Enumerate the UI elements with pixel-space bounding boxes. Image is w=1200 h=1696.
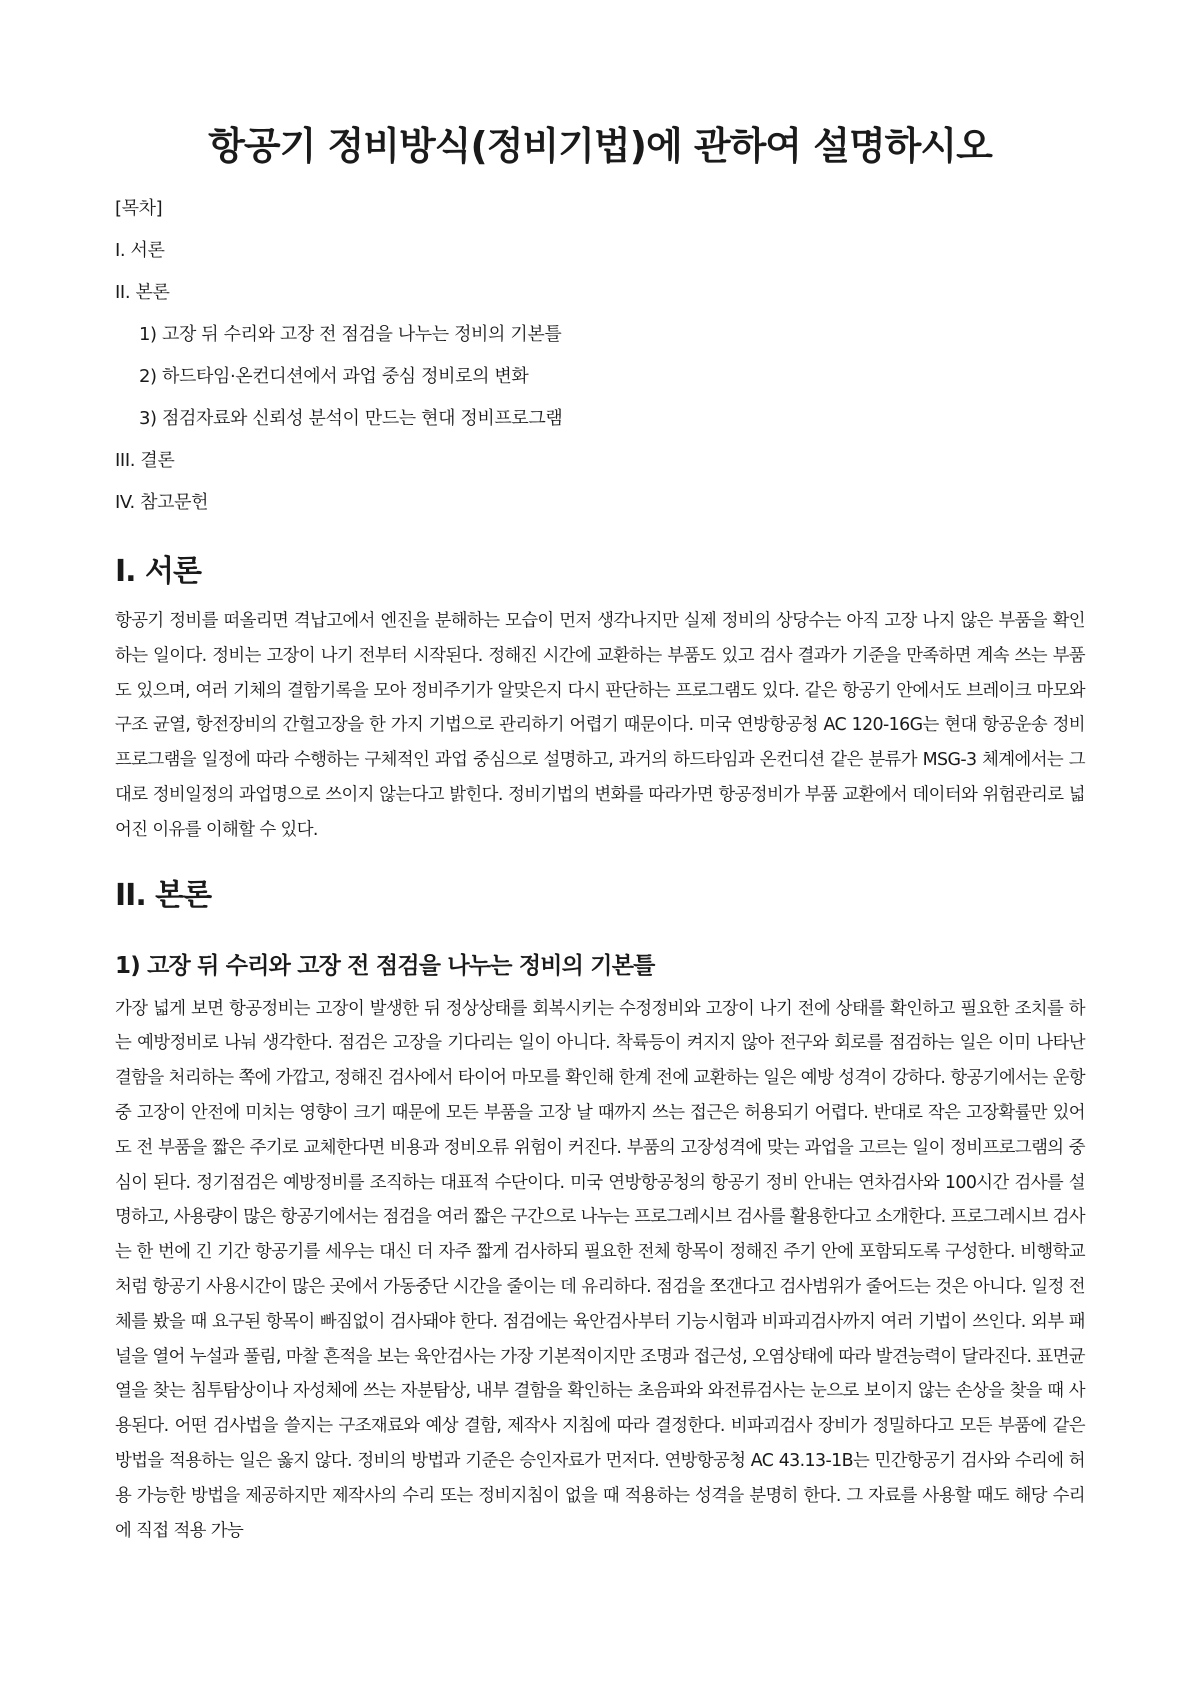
toc-item-body: II. 본론: [115, 282, 170, 303]
toc-item-body-2: 2) 하드타임·온컨디션에서 과업 중심 정비로의 변화: [139, 366, 529, 387]
toc-item-references: IV. 참고문헌: [115, 492, 209, 513]
table-of-contents: [115, 188, 1085, 524]
toc-item-intro: I. 서론: [115, 240, 165, 261]
toc-item-conclusion: III. 결론: [115, 450, 175, 471]
subsection-1-paragraph: 가장 넓게 보면 항공정비는 고장이 발생한 뒤 정상상태를 회복시키는 수정정비와 고장이 나기 전에 상태를 확인하고 필요한 조치를 하는 예방정비로 나눠 생각한다. 점검은 고장을 기다리는 일이 아니다. 착륙등이 켜지지 않아 전구와 회로를 점검하는 일은 이미 나타난 결함을 처리하는 쪽에 가깝고, 정해진 검사에서 타이어 마모를 확인해 한계 전에 교환하는 일은 예방 성격이 강하다. 항공기에서는 운항 중 고장이 안전에 미치는 영향이 크기 때문에 모든 부품을 고장 날 때까지 쓰는 접근은 허용되기 어렵다. 반대로 작은 고장확률만 있어도 전 부품을 짧은 주기로 교체한다면 비용과 정비오류 위험이 커진다. 부품의 고장성격에 맞는 과업을 고르는 일이 정비프로그램의 중심이 된다. 정기점검은 예방정비를 조직하는 대표적 수단이다. 미국 연방항공청의 항공기 정비 안내는 연차검사와 100시간 검사를 설명하고, 사용량이 많은 항공기에서는 점검을 여러 짧은 구간으로 나누는 프로그레시브 검사를 활용한다고 소개한다. 프로그레시브 검사는 한 번에 긴 기간 항공기를 세우는 대신 더 자주 짧게 검사하되 필요한 전체 항목이 정해진 주기 안에 포함되도록 구성한다. 비행학교처럼 항공기 사용시간이 많은 곳에서 가동중단 시간을 줄이는 데 유리하다. 점검을 쪼갠다고 검사범위가 줄어드는 것은 아니다. 일정 전체를 봤을 때 요구된 항목이 빠짐없이 검사돼야 한다. 점검에는 육안검사부터 기능시험과 비파괴검사까지 여러 기법이 쓰인다. 외부 패널을 열어 누설과 풀림, 마찰 흔적을 보는 육안검사는 가장 기본적이지만 조명과 접근성, 오염상태에 따라 발견능력이 달라진다. 표면균열을 찾는 침투탐상이나 자성체에 쓰는 자분탐상, 내부 결함을 확인하는 초음파와 와전류검사는 눈으로 보이지 않는 손상을 찾을 때 사용된다. 어떤 검사법을 쓸지는 구조재료와 예상 결함, 제작사 지침에 따라 결정한다. 비파괴검사 장비가 정밀하다고 모든 부품에 같은 방법을 적용하는 일은 옳지 않다. 정비의 방법과 기준은 승인자료가 먼저다. 연방항공청 AC 43.13-1B는 민간항공기 검사와 수리에 허용 가능한 방법을 제공하지만 제작사의 수리 또는 정비지침이 없을 때 적용하는 성격을 분명히 한다. 그 자료를 사용할 때도 해당 수리에 직접 적용 가능: [115, 998, 1085, 1541]
toc-item-body-3: 3) 점검자료와 신뢰성 분석이 만드는 현대 정비프로그램: [139, 408, 563, 429]
toc-heading: [목차]: [115, 198, 163, 219]
section-heading-intro: I. 서론: [115, 554, 201, 589]
intro-paragraph: 항공기 정비를 떠올리면 격납고에서 엔진을 분해하는 모습이 먼저 생각나지만 실제 정비의 상당수는 아직 고장 나지 않은 부품을 확인하는 일이다. 정비는 고장이 나기 전부터 시작된다. 정해진 시간에 교환하는 부품도 있고 검사 결과가 기준을 만족하면 계속 쓰는 부품도 있으며, 여러 기체의 결함기록을 모아 정비주기가 알맞은지 다시 판단하는 프로그램도 있다. 같은 항공기 안에서도 브레이크 마모와 구조 균열, 항전장비의 간헐고장을 한 가지 기법으로 관리하기 어렵기 때문이다. 미국 연방항공청 AC 120-16G는 현대 항공운송 정비프로그램을 일정에 따라 수행하는 구체적인 과업 중심으로 설명하고, 과거의 하드타임과 온컨디션 같은 분류가 MSG-3 체계에서는 그대로 정비일정의 과업명으로 쓰이지 않는다고 밝힌다. 정비기법의 변화를 따라가면 항공정비가 부품 교환에서 데이터와 위험관리로 넓어진 이유를 이해할 수 있다.: [115, 611, 1085, 840]
section-heading-body: II. 본론: [115, 877, 212, 913]
toc-item-body-1: 1) 고장 뒤 수리와 고장 전 점검을 나누는 정비의 기본틀: [139, 324, 562, 345]
document-title: 항공기 정비방식(정비기법)에 관하여 설명하시오: [208, 124, 992, 168]
subsection-heading-1: 1) 고장 뒤 수리와 고장 전 점검을 나누는 정비의 기본틀: [115, 952, 655, 979]
